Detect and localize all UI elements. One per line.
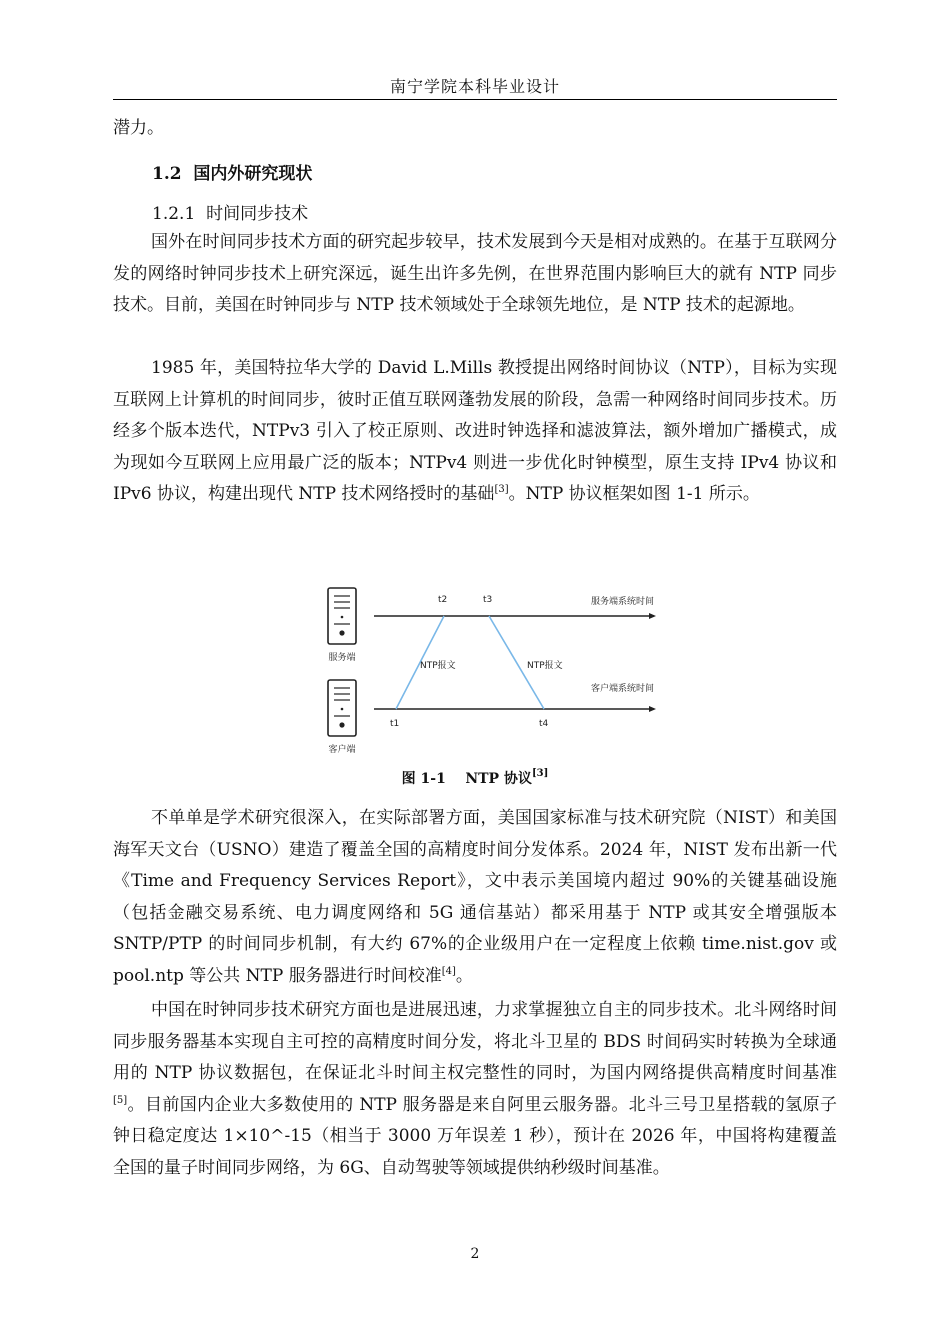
response-message-label: NTP报文: [527, 661, 563, 671]
section-number: 1.2: [152, 164, 182, 184]
paragraph-4-tail: 。目前国内企业大多数使用的 NTP 服务器是来自阿里云服务器。北斗三号卫星搭载的氢原子钟日稳定度达 1×10^-15（相当于 3000 万年误差 1 秒），预计在 2026 年，中国将构建覆盖全国的量子时间同步网络，为 6G、自动驾驶等领域提供纳秒级时间基准。: [113, 1094, 837, 1178]
t2-label: t2: [438, 595, 448, 605]
client-label: 客户端: [328, 745, 356, 755]
subsection-number: 1.2.1: [152, 204, 196, 224]
figure-caption: [113, 768, 837, 788]
client-icon: [328, 680, 356, 736]
paragraph-2-tail: 。NTP 协议框架如图 1-1 所示。: [508, 484, 760, 504]
server-timeline: [374, 613, 656, 619]
subsection-heading: [152, 199, 308, 224]
paragraph-3: [113, 803, 837, 992]
section-title: 国内外研究现状: [193, 164, 313, 184]
subsection-title: 时间同步技术: [206, 204, 309, 224]
caption-citation: [3]: [531, 768, 549, 779]
continued-paragraph: 潜力。: [113, 118, 164, 138]
running-header: 南宁学院本科毕业设计: [389, 77, 560, 96]
header-rule: [113, 99, 837, 100]
paragraph-3-tail: 。: [455, 965, 473, 986]
t4-label: t4: [539, 719, 549, 729]
page-number: 2: [470, 1246, 480, 1262]
server-icon: [328, 588, 356, 644]
client-timeline: [374, 706, 656, 712]
ntp-protocol-figure: [320, 585, 670, 760]
client-timeline-label: 客户端系统时间: [590, 684, 654, 694]
request-message-label: NTP报文: [420, 661, 456, 671]
citation: [5]: [113, 1094, 128, 1106]
paragraph-3-text: 不单单是学术研究很深入，在实际部署方面，美国国家标准与技术研究院（NIST）和美国海军天文台（USNO）建造了覆盖全国的高精度时间分发体系。2024 年，NIST 发布出新一代《Time and Frequency Services Report》，文中表示美国境内超过 90%的关键基础设施（包括金融交易系统、电力调度网络和 5G 通信基站）都采用基于 NTP 或其安全增强版本 SNTP/PTP 的时间同步机制，有大约 67%的企业级用户在一定程度上依赖 time.nist.gov 或 pool.ntp 等公共 NTP 服务器进行时间校准: [113, 808, 837, 986]
server-timeline-label: 服务端系统时间: [590, 597, 654, 607]
citation: [4]: [441, 965, 456, 977]
caption-number: 图 1-1: [401, 771, 446, 787]
paragraph-2-text: 1985 年，美国特拉华大学的 David L.Mills 教授提出网络时间协议（NTP），目标为实现互联网上计算机的时间同步，彼时正值互联网蓬勃发展的阶段，急需一种网络时间同步技术。历经多个版本迭代，NTPv3 引入了校正原则、改进时钟选择和滤波算法，额外增加广播模式，成为现如今互联网上应用最广泛的版本；NTPv4 则进一步优化时钟模型，原生支持 IPv4 协议和 IPv6 协议，构建出现代 NTP 技术网络授时的基础: [113, 358, 837, 504]
t3-label: t3: [483, 595, 493, 605]
paragraph-2: [113, 353, 837, 511]
caption-title: NTP 协议: [465, 771, 532, 787]
server-label: 服务端: [328, 653, 356, 663]
section-heading: [152, 159, 312, 184]
paragraph-1: 国外在时间同步技术方面的研究起步较早，技术发展到今天是相对成熟的。在基于互联网分发的网络时钟同步技术上研究深远，诞生出许多先例，在世界范围内影响巨大的就有 NTP 同步技术。目前，美国在时钟同步与 NTP 技术领域处于全球领先地位，是 NTP 技术的起源地。: [113, 232, 837, 315]
paragraph-4: [113, 995, 837, 1184]
citation: [3]: [494, 484, 509, 495]
paragraph-4-text: 中国在时钟同步技术研究方面也是进展迅速，力求掌握独立自主的同步技术。北斗网络时间同步服务器基本实现自主可控的高精度时间分发，将北斗卫星的 BDS 时间码实时转换为全球通用的 NTP 协议数据包，在保证北斗时间主权完整性的同时，为国内网络提供高精度时间基准: [113, 1000, 837, 1083]
t1-label: t1: [390, 719, 400, 729]
